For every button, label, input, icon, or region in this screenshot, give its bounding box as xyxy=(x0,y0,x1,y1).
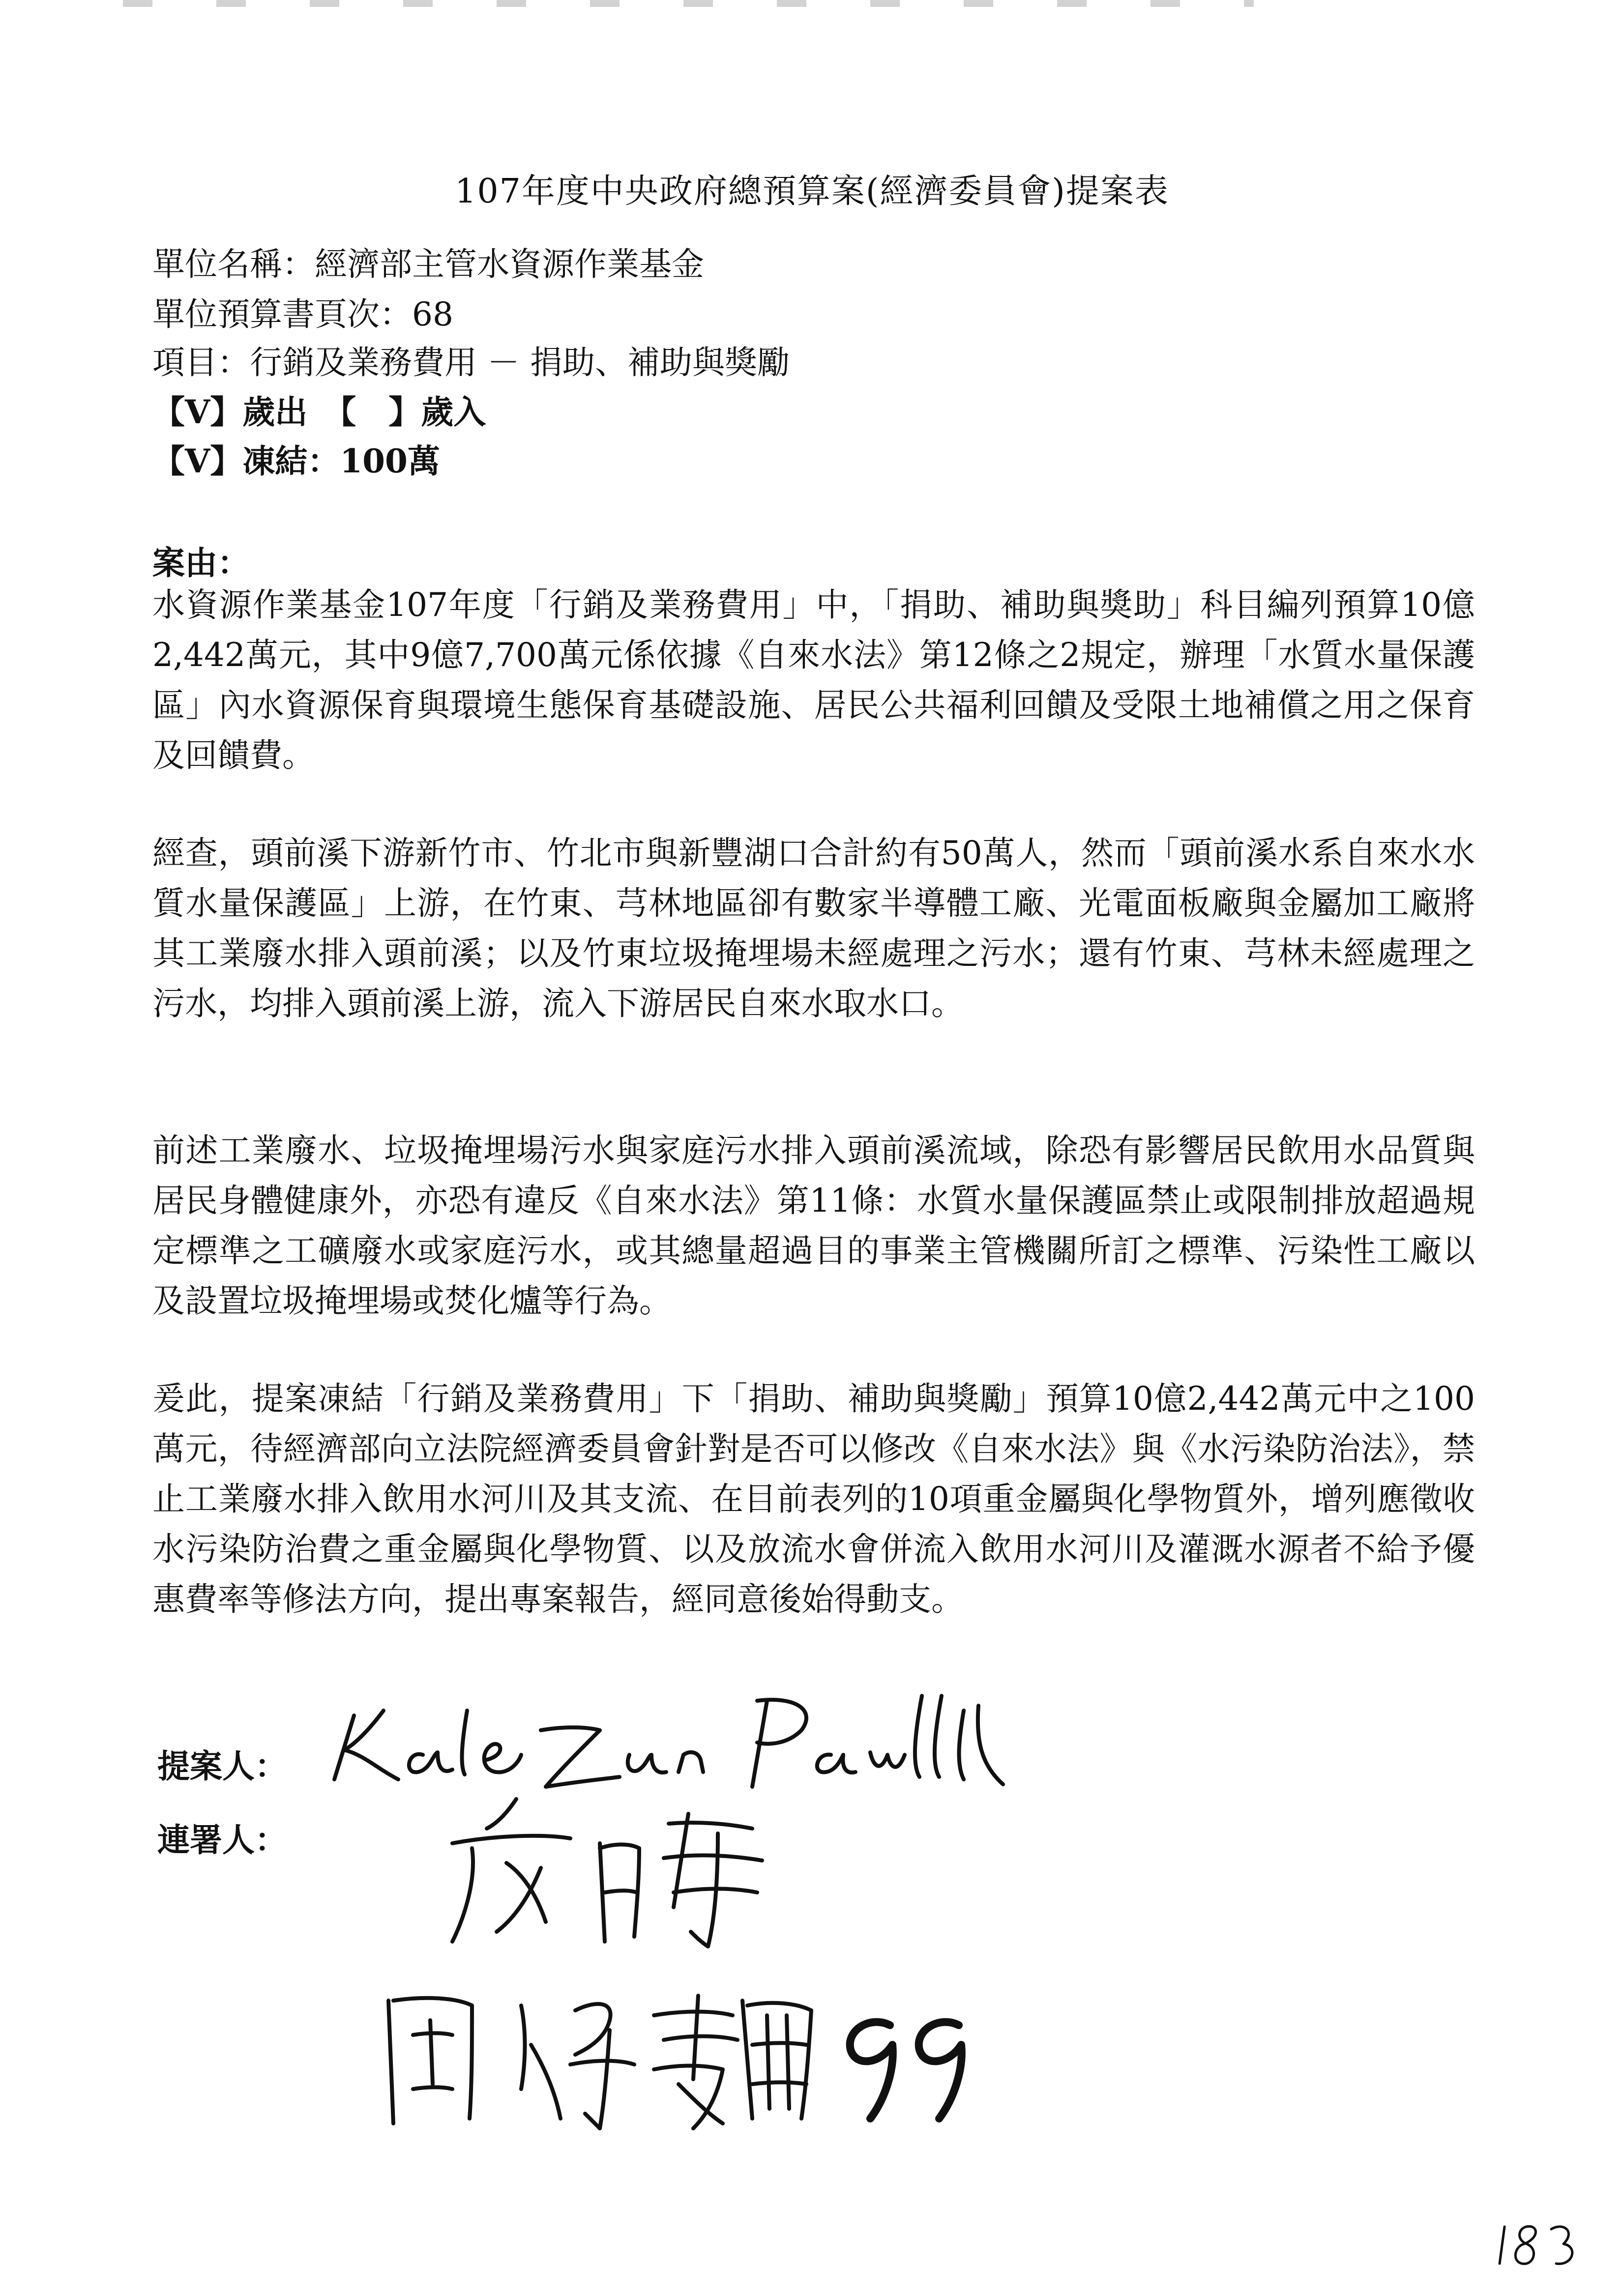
cosigner-signature-1 xyxy=(443,1794,787,1958)
paragraph-proposal: 爰此，提案凍結「行銷及業務費用」下「捐助、補助與獎勵」預算10億2,442萬元中之100萬元，待經濟部向立法院經濟委員會針對是否可以修改《自來水法》與《水污染防治法》，禁止工業廢水排入飲用水河川及其支流、在目前表列的10項重金屬與化學物質外，增列應徵收水污染防治費之重金屬與化學物質、以及放流水會併流入飲用水河川及灌溉水源者不給予優惠費率等修法方向，提出專案報告，經同意後始得動支。 xyxy=(152,1380,1475,1618)
cosigner-signature-2 xyxy=(379,1971,821,2140)
freeze-amount-line: 【V】凍結：100萬 xyxy=(152,442,440,480)
page-number xyxy=(1495,2217,1578,2273)
document-title: 107年度中央政府總預算案(經濟委員會)提案表 xyxy=(455,172,1169,211)
expenditure-checkbox-line: 【V】歲出 【 】歲入 xyxy=(152,393,486,431)
paragraph-legal-concern: 前述工業廢水、垃圾掩埋場污水與家庭污水排入頭前溪流域，除恐有影響居民飲用水品質與居民身體健康外，亦恐有違反《自來水法》第11條：水質水量保護區禁止或限制排放超過規定標準之工礦廢水或家庭污水，或其總量超過目的事業主管機關所訂之標準、污染性工廠以及設置垃圾掩埋場或焚化爐等行為。 xyxy=(152,1132,1475,1320)
budget-page: 單位預算書頁次：68 xyxy=(152,295,453,333)
cosigner-label: 連署人： xyxy=(157,1821,287,1859)
proposer-signature xyxy=(325,1681,1013,1811)
paragraph-investigation: 經查，頭前溪下游新竹市、竹北市與新豐湖口合計約有50萬人，然而「頭前溪水系自來水水質水量保護區」上游，在竹東、芎林地區卻有數家半導體工廠、光電面板廠與金屬加工廠將其工業廢水排入頭前溪；以及竹東垃圾掩埋場未經處理之污水；還有竹東、芎林未經處理之污水，均排入頭前溪上游，流入下游居民自來水取水口。 xyxy=(152,834,1475,1022)
paragraph-budget-basis: 水資源作業基金107年度「行銷及業務費用」中，「捐助、補助與獎助」科目編列預算10億2,442萬元，其中9億7,700萬元係依據《自來水法》第12條之2規定，辦理「水質水量保護區」內水資源保育與環境生態保育基礎設施、居民公共福利回饋及受限土地補償之用之保育及回饋費。 xyxy=(152,586,1475,774)
budget-item: 項目：行銷及業務費用 － 捐助、補助與獎勵 xyxy=(152,344,790,381)
reason-label: 案由： xyxy=(152,544,250,582)
proposer-label: 提案人： xyxy=(157,1747,287,1785)
scan-edge-artifact xyxy=(123,0,1254,7)
unit-name: 單位名稱：經濟部主管水資源作業基金 xyxy=(152,245,704,283)
handwritten-mark xyxy=(836,2005,983,2130)
